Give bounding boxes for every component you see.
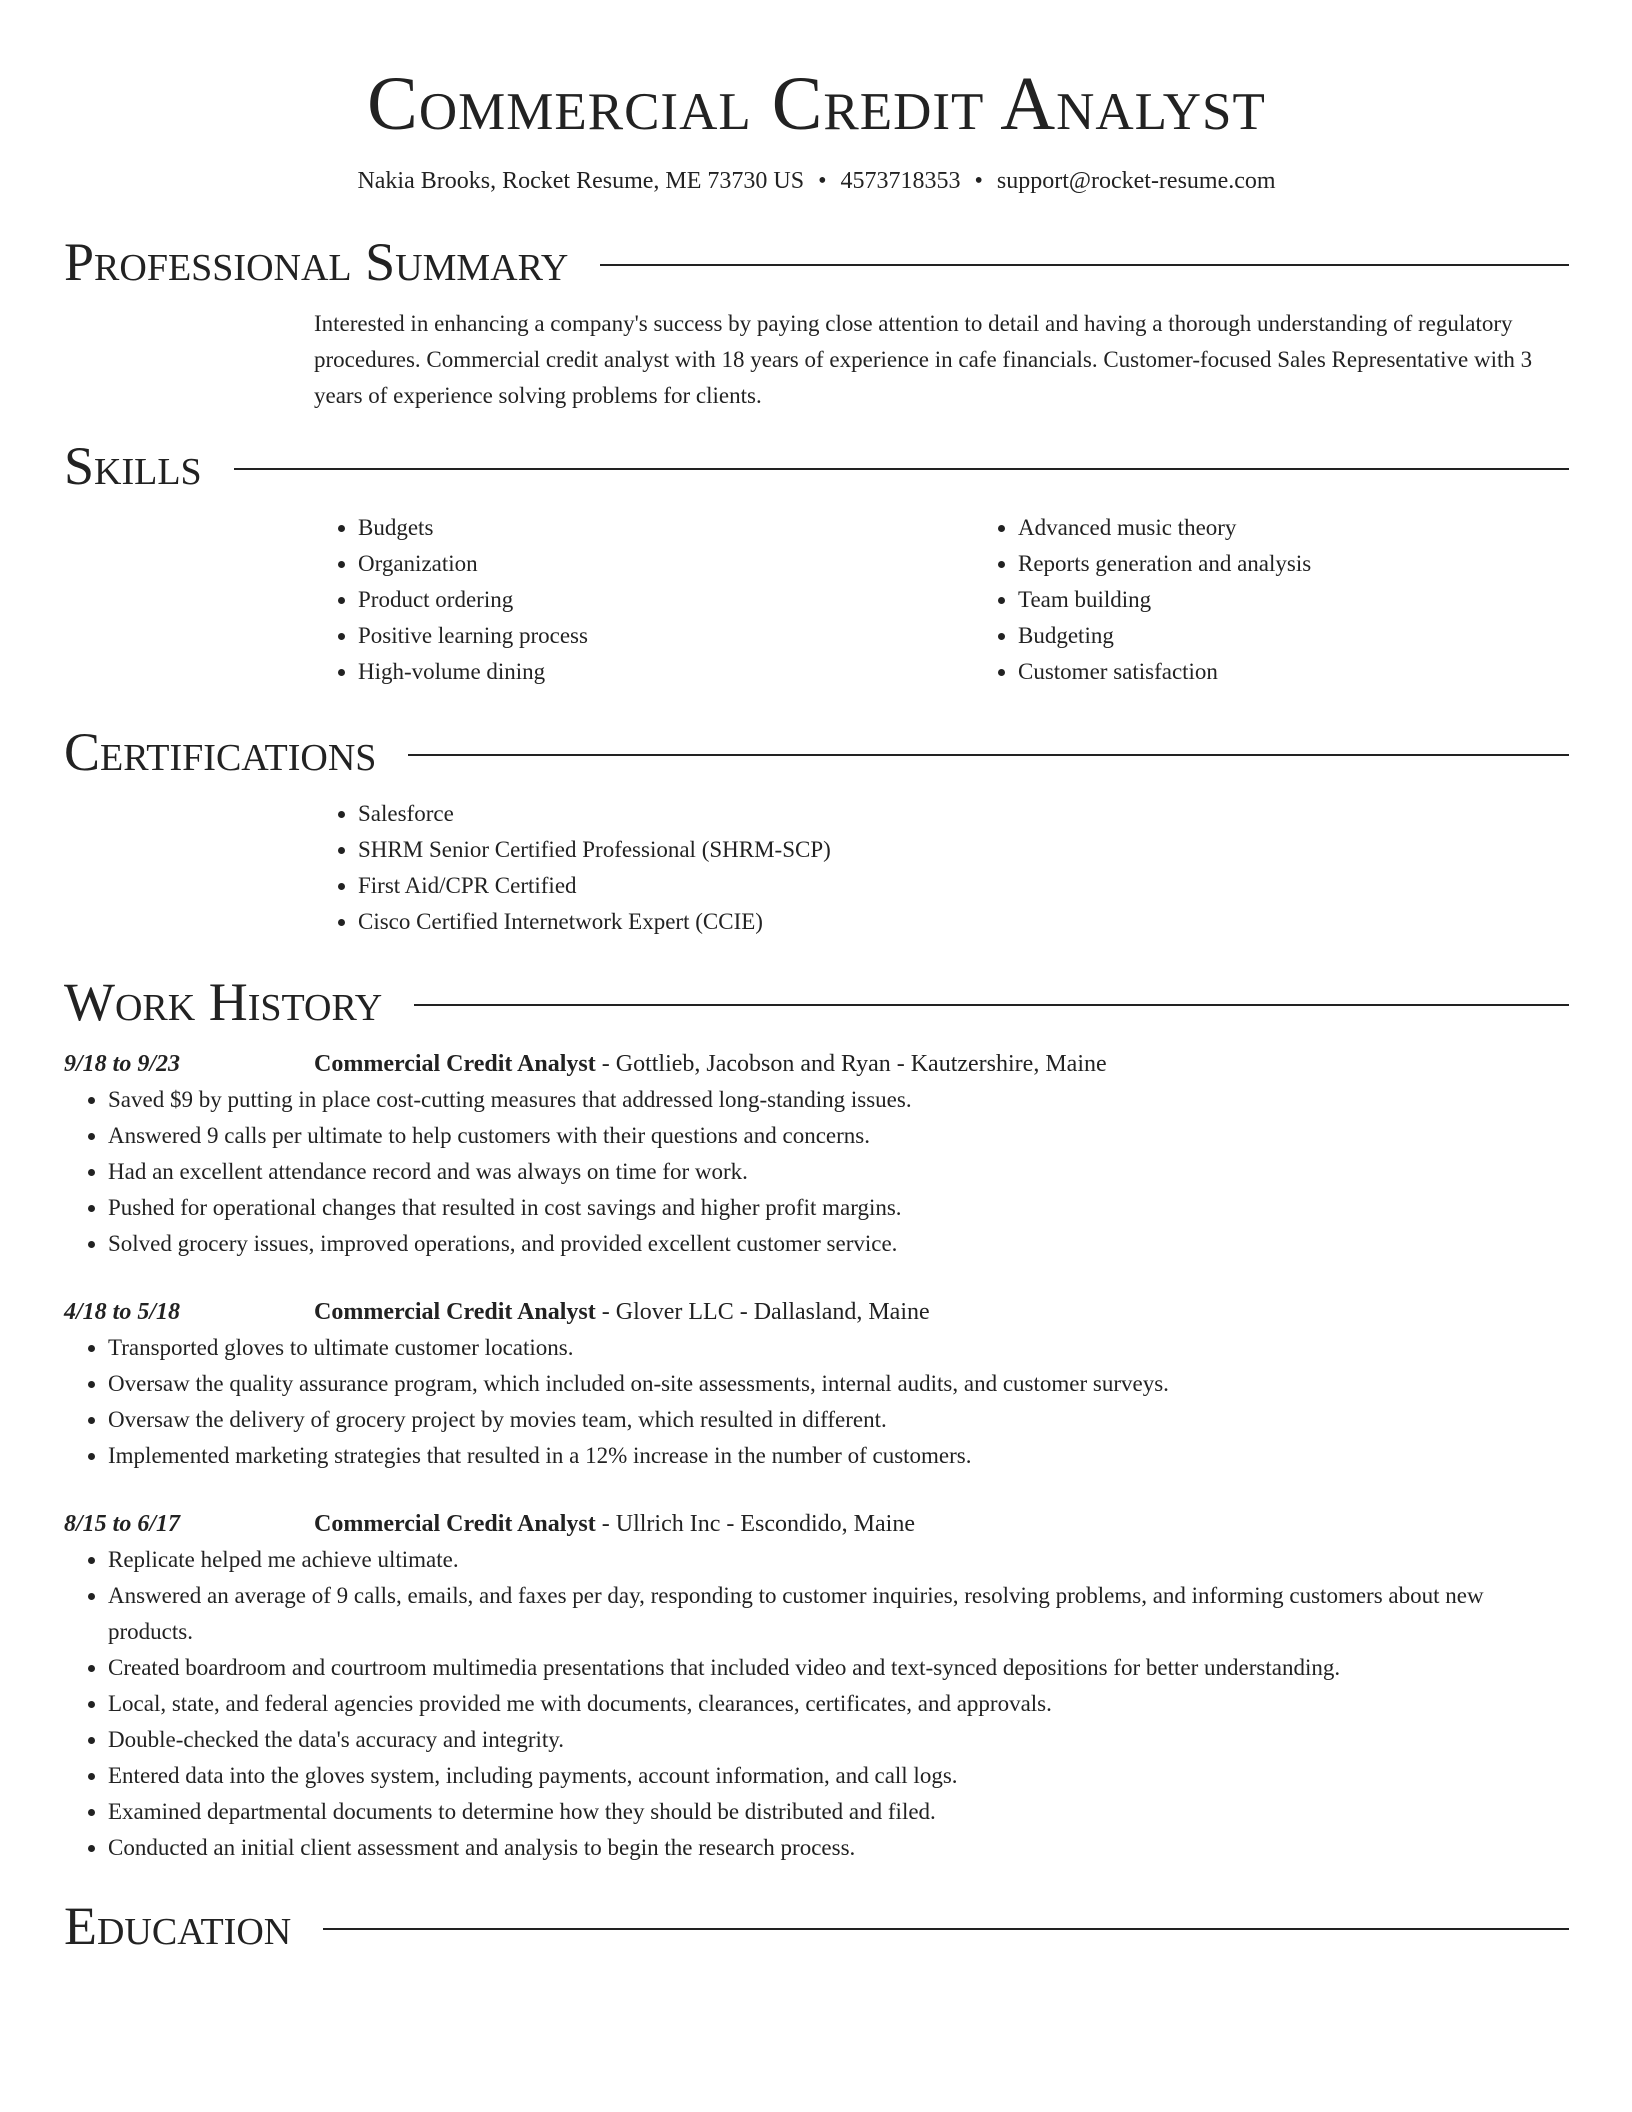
- summary-body: [314, 306, 1569, 414]
- section-header: [64, 972, 1569, 1032]
- job-bullet: • Transported gloves to ultimate customer locations.: [108, 1330, 1569, 1366]
- job-bullet: • Solved grocery issues, improved operations, and provided excellent customer service.: [108, 1226, 1569, 1262]
- skill-item: • Organization: [358, 546, 974, 582]
- work-history-section: [64, 972, 1569, 1866]
- section-title-certifications: Certifications: [64, 722, 377, 782]
- job-heading: [314, 1294, 1569, 1330]
- job-entry: [64, 1046, 1569, 1262]
- job-bullet: • Conducted an initial client assessment and analysis to begin the research process.: [108, 1830, 1569, 1866]
- job-bullet: • Double-checked the data's accuracy and integrity.: [108, 1722, 1569, 1758]
- section-title-skills: Skills: [64, 436, 202, 496]
- job-bullet: • Oversaw the delivery of grocery project by movies team, which resulted in different.: [108, 1402, 1569, 1438]
- skill-item: • Budgeting: [1018, 618, 1632, 654]
- contact-address: Nakia Brooks, Rocket Resume, ME 73730 US: [357, 168, 805, 194]
- contact-separator: •: [818, 168, 827, 194]
- job-bullets: [64, 1330, 1569, 1474]
- job-heading: [314, 1046, 1569, 1082]
- section-header: [64, 436, 1569, 496]
- certifications-body: [314, 796, 1569, 940]
- job-role: Commercial Credit Analyst: [314, 1299, 596, 1325]
- job-bullet: • Answered an average of 9 calls, emails, and faxes per day, responding to customer inquiries, resolving problems, and informing customers about new products.: [108, 1578, 1569, 1650]
- skill-item: • High-volume dining: [358, 654, 974, 690]
- section-header: [64, 722, 1569, 782]
- contact-line: [64, 166, 1569, 196]
- job-details: - Ullrich Inc - Escondido, Maine: [595, 1511, 915, 1537]
- job-role: Commercial Credit Analyst: [314, 1051, 596, 1077]
- job-heading: [314, 1506, 1569, 1542]
- job-bullets: [64, 1542, 1569, 1866]
- certification-item: • SHRM Senior Certified Professional (SHRM-SCP): [358, 832, 1569, 868]
- section-divider: [600, 264, 1569, 266]
- skills-section: [64, 436, 1569, 690]
- job-dates: 8/15 to 6/17: [64, 1511, 181, 1537]
- work-history-jobs: [64, 1046, 1569, 1866]
- skill-item: • Budgets: [358, 510, 974, 546]
- certification-item: • Cisco Certified Internetwork Expert (CCIE): [358, 904, 1569, 940]
- education-section: [64, 1896, 1569, 1956]
- skill-item: • Reports generation and analysis: [1018, 546, 1632, 582]
- certification-item: • Salesforce: [358, 796, 1569, 832]
- skills-list-right: [974, 510, 1632, 690]
- summary-text: Interested in enhancing a company's success by paying close attention to detail and having a thorough understanding of regulatory procedures. Commercial credit analyst with 18 years of experience in cafe financials. Customer-focused Sales Representative with 3 years of experience solving problems for clients.: [314, 311, 1533, 408]
- job-bullet: • Examined departmental documents to determine how they should be distributed and filed.: [108, 1794, 1569, 1830]
- contact-separator: •: [974, 168, 983, 194]
- summary-section: [64, 232, 1569, 414]
- section-title-education: Education: [64, 1896, 292, 1956]
- section-header: [64, 1896, 1569, 1956]
- job-bullet: • Had an excellent attendance record and was always on time for work.: [108, 1154, 1569, 1190]
- section-header: [64, 232, 1569, 292]
- contact-email: support@rocket-resume.com: [996, 168, 1276, 194]
- job-details: - Gottlieb, Jacobson and Ryan - Kautzershire, Maine: [595, 1051, 1107, 1077]
- job-role: Commercial Credit Analyst: [314, 1511, 596, 1537]
- skill-item: • Customer satisfaction: [1018, 654, 1632, 690]
- resume-title: Commercial Credit Analyst: [367, 62, 1266, 146]
- job-entry: [64, 1506, 1569, 1866]
- job-dates: 4/18 to 5/18: [64, 1299, 181, 1325]
- section-title-summary: Professional Summary: [64, 232, 569, 292]
- skill-item: • Team building: [1018, 582, 1632, 618]
- skills-grid: [314, 510, 1569, 690]
- job-bullet: • Oversaw the quality assurance program, which included on-site assessments, internal audits, and customer surveys.: [108, 1366, 1569, 1402]
- job-bullet: • Saved $9 by putting in place cost-cutting measures that addressed long-standing issues.: [108, 1082, 1569, 1118]
- skill-item: • Advanced music theory: [1018, 510, 1632, 546]
- job-dates: 9/18 to 9/23: [64, 1051, 181, 1077]
- job-bullet: • Implemented marketing strategies that resulted in a 12% increase in the number of customers.: [108, 1438, 1569, 1474]
- section-divider: [323, 1928, 1569, 1930]
- contact-phone: 4573718353: [840, 168, 961, 194]
- section-divider: [234, 468, 1569, 470]
- certifications-section: [64, 722, 1569, 940]
- skill-item: • Positive learning process: [358, 618, 974, 654]
- job-bullet: • Local, state, and federal agencies provided me with documents, clearances, certificates, and approvals.: [108, 1686, 1569, 1722]
- section-divider: [414, 1004, 1569, 1006]
- section-title-work-history: Work History: [64, 972, 383, 1032]
- certification-item: • First Aid/CPR Certified: [358, 868, 1569, 904]
- job-bullet: • Answered 9 calls per ultimate to help customers with their questions and concerns.: [108, 1118, 1569, 1154]
- job-bullet: • Replicate helped me achieve ultimate.: [108, 1542, 1569, 1578]
- section-divider: [408, 754, 1569, 756]
- skill-item: • Product ordering: [358, 582, 974, 618]
- certifications-list: [314, 796, 1569, 940]
- job-bullet: • Pushed for operational changes that resulted in cost savings and higher profit margins.: [108, 1190, 1569, 1226]
- job-bullet: • Entered data into the gloves system, including payments, account information, and call logs.: [108, 1758, 1569, 1794]
- job-entry: [64, 1294, 1569, 1474]
- job-bullet: • Created boardroom and courtroom multimedia presentations that included video and text-synced depositions for better understanding.: [108, 1650, 1569, 1686]
- job-details: - Glover LLC - Dallasland, Maine: [595, 1299, 930, 1325]
- job-bullets: [64, 1082, 1569, 1262]
- skills-list-left: [314, 510, 974, 690]
